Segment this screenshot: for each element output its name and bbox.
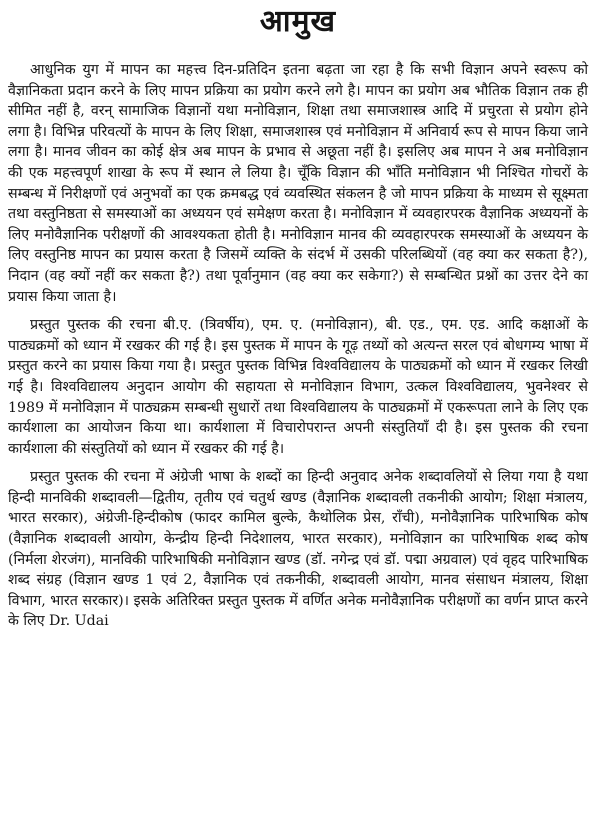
paragraph-2: प्रस्तुत पुस्तक की रचना बी.ए. (त्रिवर्षीय), एम. ए. (मनोविज्ञान), बी. एड., एम. एड. आदि कक्षाओं के पाठ्यक्रमों को ध्यान में रखकर की गई है। इस पुस्तक में मापन के गूढ़ तथ्यों को अत्यन्त सरल एवं बोधगम्य भाषा में प्रस्तुत करने का प्रयास किया गया है। प्रस्तुत पुस्तक विभिन्न विश्वविद्यालय के पाठ्यक्रमों को ध्यान में रखकर लिखी गई है। विश्वविद्यालय अनुदान आयोग की सहायता से मनोविज्ञान विभाग, उत्कल विश्वविद्यालय, भुवनेश्वर से 1989 में मनोविज्ञान में पाठ्यक्रम सम्बन्धी सुधारों तथा विश्वविद्यालय के पाठ्यक्रमों में एकरूपता लाने के लिए एक कार्यशाला का आयोजन किया था। कार्यशाला में विचारोपरान्त अपनी संस्तुतियाँ दी है। इस पुस्तक की रचना कार्यशाला की संस्तुतियों को ध्यान में रखकर की गई है।: [8, 317, 588, 457]
paragraph-1: आधुनिक युग में मापन का महत्त्व दिन-प्रतिदिन इतना बढ़ता जा रहा है कि सभी विज्ञान अपने स्वरूप को वैज्ञानिकता प्रदान करने के लिए मापन प्रक्रिया का प्रयोग करने लगे है। मापन का प्रयोग अब भौतिक विज्ञान तक ही सीमित नहीं है, वरन् सामाजिक विज्ञानों यथा मनोविज्ञान, शिक्षा तथा समाजशास्त्र आदि में प्रचुरता से प्रयोग होने लगा है। विभिन्न परिवत्यों के मापन के लिए शिक्षा, समाजशास्त्र एवं मनोविज्ञान में अनिवार्य रूप से मापन किया जाने लगा है। मानव जीवन का कोई क्षेत्र अब मापन के प्रभाव से अछूता नहीं है। इसलिए अब मापन ने अब मनोविज्ञान की एक महत्त्वपूर्ण शाखा के रूप में स्थान ले लिया है। चूँकि विज्ञान की भाँति मनोविज्ञान भी निश्चित गोचरों के सम्बन्ध में निरीक्षणों एवं अनुभवों का एक क्रमबद्ध एवं व्यवस्थित संकलन है जो मापन प्रक्रिया के माध्यम से सूक्ष्मता तथा वस्तुनिष्ठता से समस्याओं का अध्ययन एवं समेक्षण करता है। मनोविज्ञान में व्यवहारपरक वैज्ञानिक अध्ययनों के लिए मनोवैज्ञानिक परीक्षणों की आवश्यकता होती है। मनोविज्ञान मानव की व्यवहारपरक समस्याओं के अध्ययन के लिए वस्तुनिष्ठ मापन का प्रयास करता है जिसमें व्यक्ति के संदर्भ में उसकी परिलब्धियों (वह क्या कर सकता है?), निदान (वह क्यों नहीं कर सकता है?) तथा पूर्वानुमान (वह क्या कर सकेगा?) से सम्बन्धित प्रश्नों का उत्तर देने का प्रयास किया जाता है।: [8, 62, 588, 305]
paragraph-3: प्रस्तुत पुस्तक की रचना में अंग्रेजी भाषा के शब्दों का हिन्दी अनुवाद अनेक शब्दावलियों से लिया गया है यथा हिन्दी मानविकी शब्दावली—द्वितीय, तृतीय एवं चतुर्थ खण्ड (वैज्ञानिक शब्दावली तकनीकी आयोग; शिक्षा मंत्रालय, भारत सरकार), अंग्रेजी-हिन्दीकोष (फादर कामिल बुल्के, कैथोलिक प्रेस, राँची), मनोवैज्ञानिक पारिभाषिक कोष (वैज्ञानिक शब्दावली आयोग, केन्द्रीय हिन्दी निदेशालय, भारत सरकार), मनोविज्ञान का पारिभाषिक शब्द कोष (निर्मला शेरजंग), मानविकी पारिभाषिकी मनोविज्ञान खण्ड (डॉ. नगेन्द्र एवं डॉ. पद्मा अग्रवाल) एवं वृहद पारिभाषिक शब्द संग्रह (विज्ञान खण्ड 1 एवं 2, वैज्ञानिक एवं तकनीकी, शब्दावली आयोग, मानव संसाधन मंत्रालय, शिक्षा विभाग, भारत सरकार)। इसके अतिरिक्त प्रस्तुत पुस्तक में वर्णित अनेक मनोवैज्ञानिक परीक्षणों का वर्णन प्राप्त करने के लिए Dr. Udai: [8, 469, 588, 630]
page-title: आमुख: [259, 4, 337, 39]
